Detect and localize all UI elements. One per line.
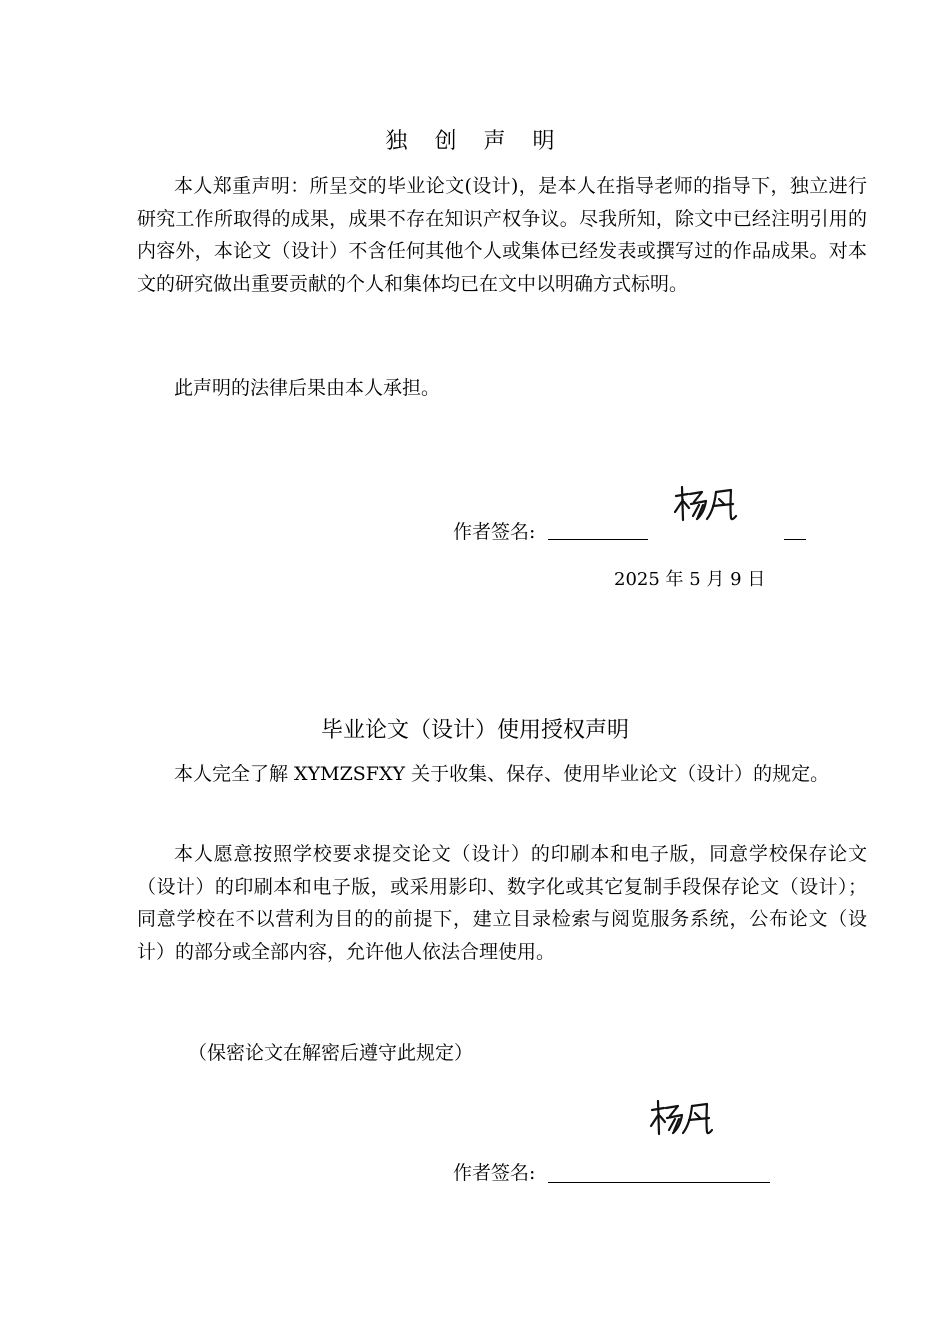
authorization-handwritten-signature (648, 1094, 718, 1140)
declaration-signature-line-end (784, 539, 806, 540)
authorization-paragraph-3: （保密论文在解密后遵守此规定） (188, 1042, 474, 1064)
authorization-title: 毕业论文（设计）使用授权声明 (320, 718, 629, 743)
authorization-signature-label: 作者签名: (453, 1162, 536, 1184)
declaration-date: 2025 年 5 月 9 日 (614, 569, 766, 590)
authorization-paragraph-1: 本人完全了解 XYMZSFXY 关于收集、保存、使用毕业论文（设计）的规定。 (174, 763, 830, 785)
declaration-handwritten-signature (672, 482, 742, 524)
declaration-signature-label: 作者签名: (453, 521, 536, 543)
declaration-paragraph-1: 本人郑重声明：所呈交的毕业论文(设计)，是本人在指导老师的指导下，独立进行研究工作所取得的成果，成果不存在知识产权争议。尽我所知，除文中已经注明引用的内容外，本论文（设计）不含任何其他个人或集体已经发表或撰写过的作品成果。对本文的研究做出重要贡献的个人和集体均已在文中以明确方式标明。 (137, 175, 867, 295)
declaration-signature-line (548, 539, 648, 540)
declaration-title: 独 创 声 明 (385, 129, 565, 154)
authorization-signature-line (548, 1182, 770, 1183)
authorization-paragraph-2: 本人愿意按照学校要求提交论文（设计）的印刷本和电子版，同意学校保存论文（设计）的印刷本和电子版，或采用影印、数字化或其它复制手段保存论文（设计）；同意学校在不以营利为目的的前提下，建立目录检索与阅览服务系统，公布论文（设计）的部分或全部内容，允许他人依法合理使用。 (137, 843, 867, 963)
declaration-paragraph-2: 此声明的法律后果由本人承担。 (174, 377, 441, 399)
